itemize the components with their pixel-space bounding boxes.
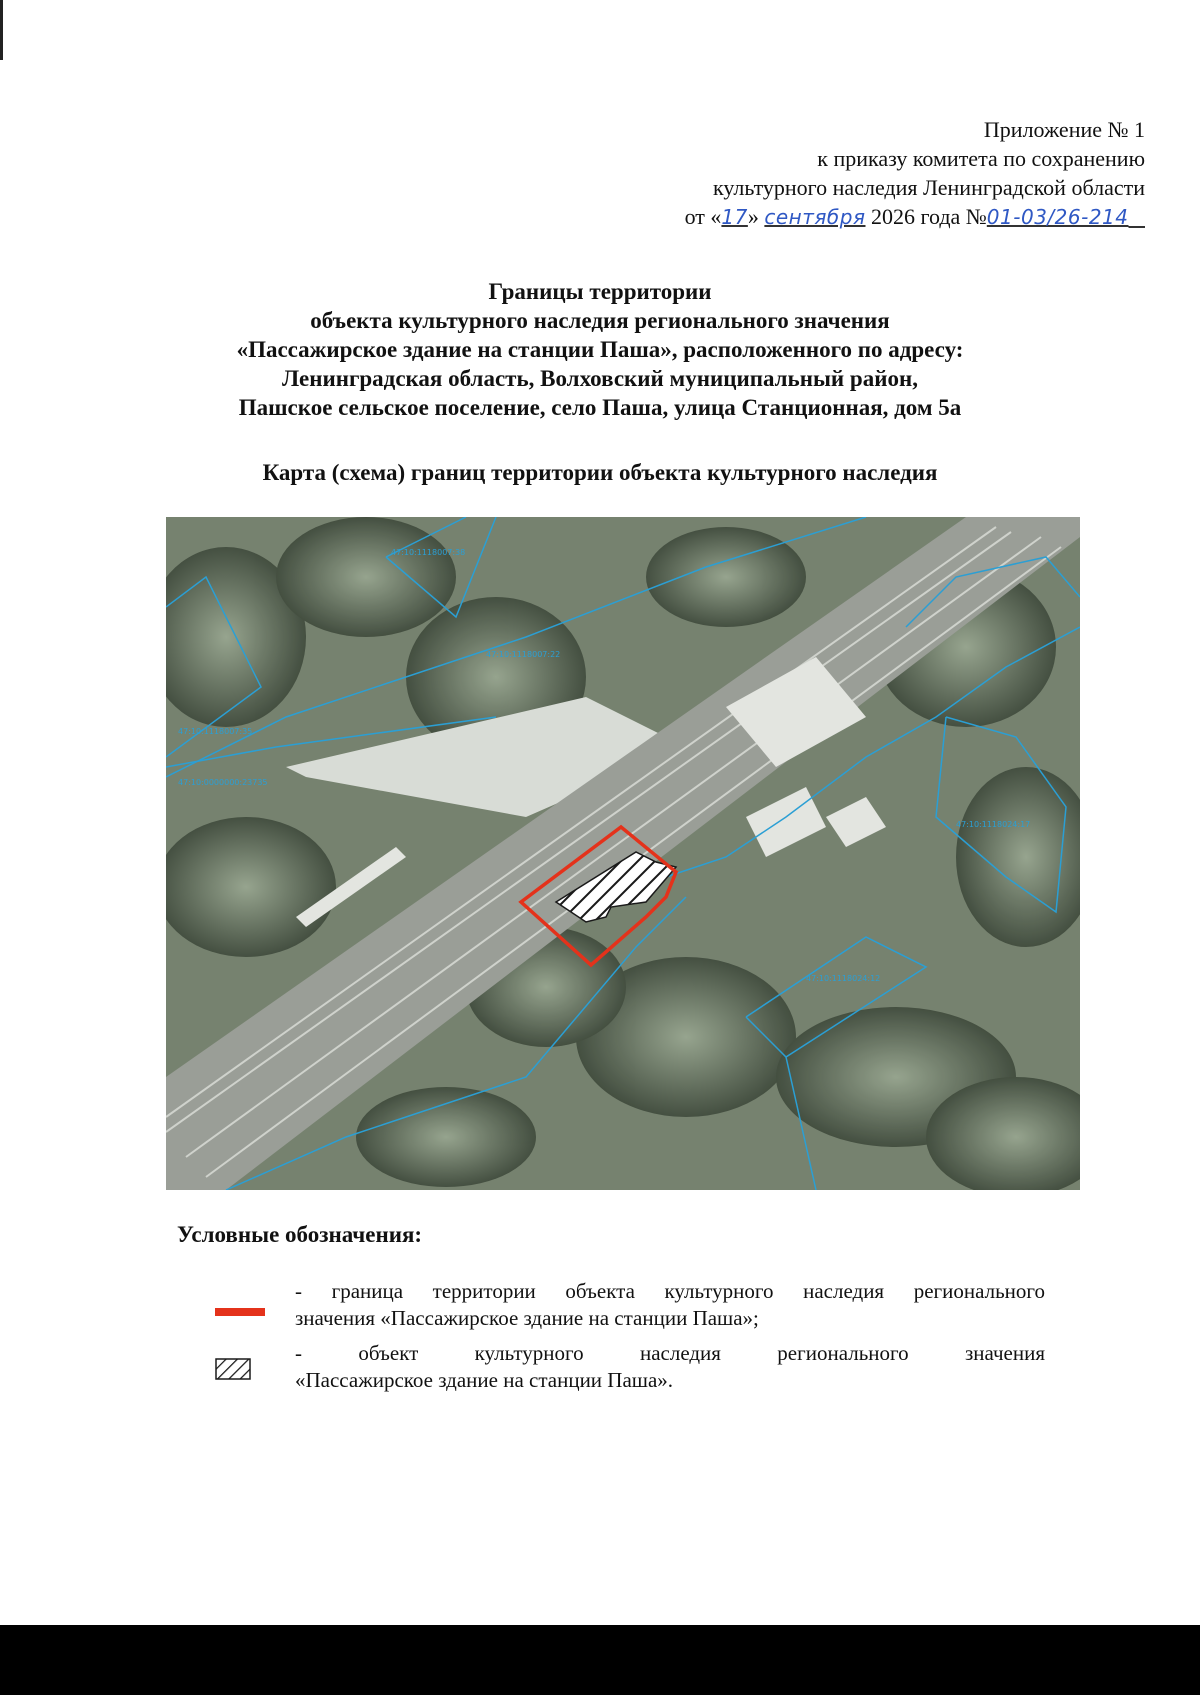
annex-header: [685, 115, 1145, 232]
scan-edge-mark: [0, 0, 3, 60]
annex-order-line: к приказу комитета по сохранению: [817, 146, 1145, 171]
legend-object-line-1: - объект культурного наследия регионального значения: [295, 1341, 1045, 1365]
legend-text-object: [295, 1340, 1045, 1394]
aerial-map: [166, 517, 1080, 1190]
annex-date-line: [685, 202, 1145, 232]
handwritten-month: сентября: [764, 205, 866, 229]
annex-committee-line: культурного наследия Ленинградской области: [713, 175, 1145, 200]
legend-text-border: [295, 1278, 1045, 1332]
heritage-object-swatch: [215, 1358, 251, 1385]
legend-item-object: [215, 1340, 1045, 1400]
map-heading: Карта (схема) границ территории объекта культурного наследия: [262, 460, 938, 485]
cadastral-label: 47:10:1118024:12: [806, 974, 881, 983]
date-prefix: от «: [684, 204, 722, 229]
title-line-2: объекта культурного наследия регионального значения: [310, 308, 890, 333]
scan-footer-bar: [0, 1625, 1200, 1695]
legend-border-line-2: значения «Пассажирское здание на станции Паша»;: [295, 1306, 759, 1330]
legend-border-line-1: - граница территории объекта культурного наследия регионального: [295, 1279, 1045, 1303]
date-year: 2026 года №: [865, 204, 987, 229]
map-svg: [166, 517, 1080, 1190]
title-line-4: Ленинградская область, Волховский муниципальный район,: [282, 366, 918, 391]
handwritten-order-number: 01-03/26-214: [986, 205, 1129, 229]
legend-object-line-2: «Пассажирское здание на станции Паша».: [295, 1368, 674, 1392]
legend-item-border: [215, 1278, 1045, 1338]
annex-title: Приложение № 1: [983, 117, 1145, 142]
title-line-3: «Пассажирское здание на станции Паша», расположенного по адресу:: [236, 337, 964, 362]
legend-title: Условные обозначения:: [177, 1222, 423, 1247]
cadastral-label: 47:10:1118007:38: [391, 548, 466, 557]
title-line-5: Пашское сельское поселение, село Паша, улица Станционная, дом 5а: [238, 395, 962, 420]
title-line-1: Границы территории: [488, 279, 712, 304]
cadastral-label: 47:10:1118007:22: [486, 650, 561, 659]
document-title: [0, 277, 1200, 422]
territory-border-swatch: [215, 1308, 265, 1316]
cadastral-label: 47:10:1118007:35: [178, 727, 253, 736]
cadastral-label: 47:10:1118024:17: [956, 820, 1031, 829]
date-mid: »: [747, 204, 765, 229]
cadastral-label: 47:10:0000000:23735: [178, 778, 268, 787]
handwritten-day: 17: [721, 205, 748, 229]
